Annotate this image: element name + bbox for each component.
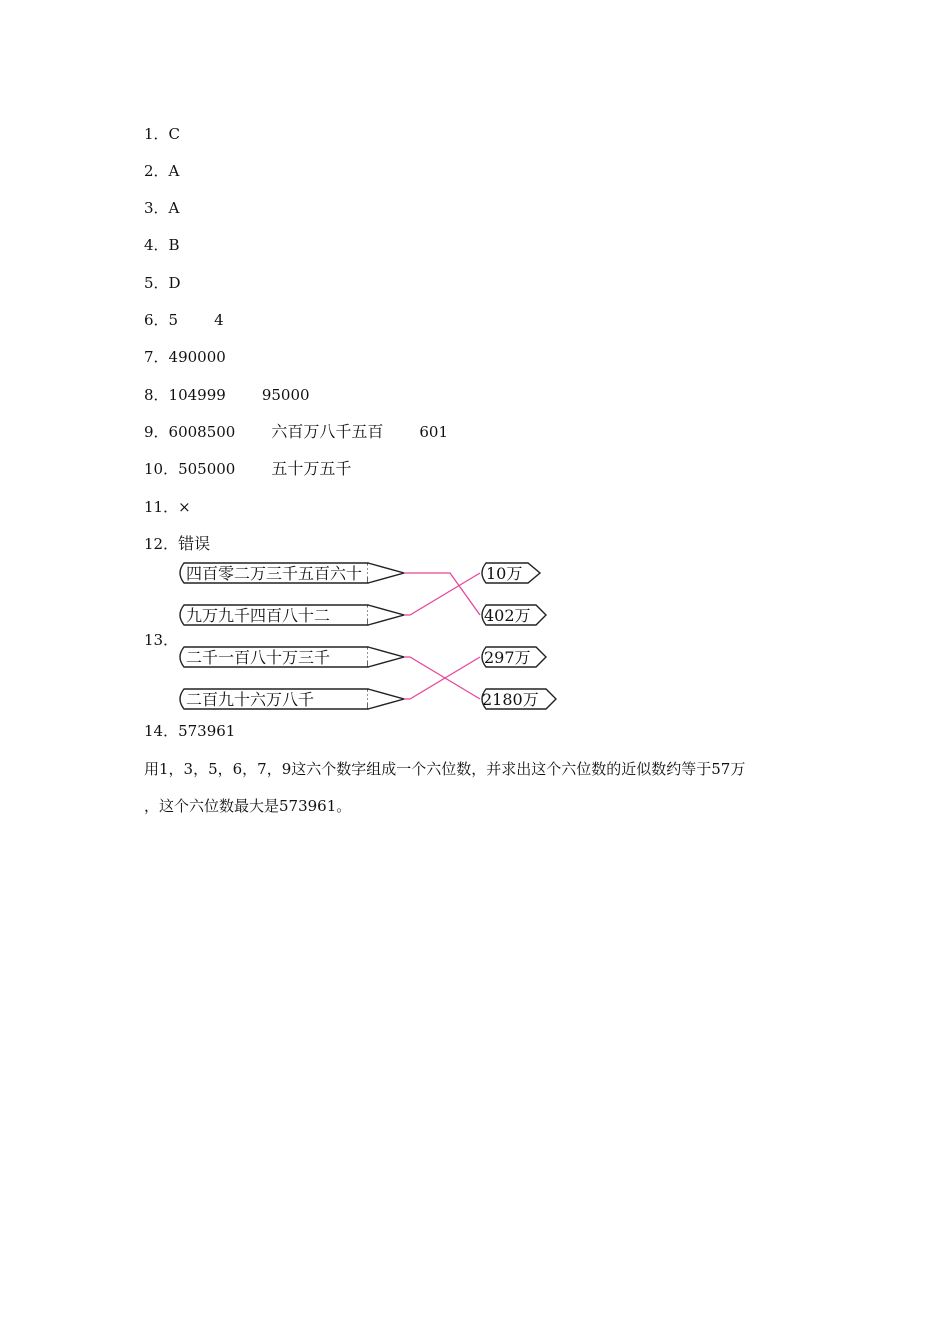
answer-7 bbox=[144, 347, 226, 367]
answer-6 bbox=[144, 310, 224, 330]
answer-value: 5 bbox=[168, 311, 179, 329]
answer-value: × bbox=[178, 498, 191, 516]
answer-4 bbox=[144, 235, 180, 255]
answer-value: C bbox=[168, 125, 181, 143]
right-item-4 bbox=[482, 689, 556, 709]
right-item-3-label: 297万 bbox=[484, 648, 531, 667]
left-item-2-label: 九万九千四百八十二 bbox=[186, 606, 331, 625]
right-item-4-label: 2180万 bbox=[482, 690, 539, 709]
answer-value: A bbox=[168, 199, 180, 217]
answer-number: 6． bbox=[144, 311, 169, 329]
answer-2 bbox=[144, 161, 179, 181]
answer-number: 11． bbox=[144, 498, 179, 516]
answer-number: 4． bbox=[144, 236, 169, 254]
answer-number: 14． bbox=[144, 722, 179, 740]
answer-number: 1． bbox=[144, 125, 169, 143]
answer-number: 8． bbox=[144, 386, 169, 404]
right-item-3 bbox=[482, 647, 546, 667]
answer-1 bbox=[144, 124, 180, 144]
answer-value: A bbox=[168, 162, 180, 180]
answer-value: 104999 bbox=[168, 386, 226, 404]
answer-value: 五十万五千 bbox=[271, 459, 352, 478]
answer-value: 六百万八千五百 bbox=[271, 422, 384, 441]
answer-value: B bbox=[168, 236, 180, 254]
answer-value: 601 bbox=[419, 423, 449, 441]
answer-9 bbox=[144, 422, 448, 442]
left-item-3-label: 二千一百八十万三千 bbox=[186, 648, 331, 667]
explanation-line-1: 用1，3，5，6，7，9这六个数字组成一个六位数，并求出这个六位数的近似数约等于57万 bbox=[144, 760, 746, 778]
answer-5 bbox=[144, 273, 181, 293]
answer-number: 7． bbox=[144, 348, 169, 366]
answer-value: 505000 bbox=[178, 460, 236, 478]
answer-number: 2． bbox=[144, 162, 169, 180]
answer-value: 573961 bbox=[178, 722, 236, 740]
right-item-2-label: 402万 bbox=[484, 606, 531, 625]
right-item-1-label: 10万 bbox=[486, 564, 523, 583]
answer-8 bbox=[144, 385, 310, 405]
matching-diagram bbox=[170, 556, 570, 720]
left-item-2 bbox=[180, 605, 404, 625]
answer-value: 95000 bbox=[261, 386, 310, 404]
answer-number: 10． bbox=[144, 460, 179, 478]
answer-value: 错误 bbox=[178, 534, 211, 553]
answer-value: 490000 bbox=[168, 348, 226, 366]
answer-value: D bbox=[168, 274, 181, 292]
right-item-1 bbox=[482, 563, 540, 583]
left-item-1 bbox=[180, 563, 404, 583]
answer-13-number: 13． bbox=[144, 631, 179, 649]
answer-value: 4 bbox=[214, 311, 224, 329]
answer-number: 12． bbox=[144, 535, 179, 553]
answer-3 bbox=[144, 198, 179, 218]
match-line-2 bbox=[404, 573, 480, 615]
answer-number: 3． bbox=[144, 199, 169, 217]
answer-11 bbox=[144, 497, 191, 517]
left-item-1-label: 四百零二万三千五百六十 bbox=[186, 564, 363, 583]
left-item-4-label: 二百九十六万八千 bbox=[186, 690, 315, 709]
answer-number: 5． bbox=[144, 274, 169, 292]
right-item-2 bbox=[482, 605, 546, 625]
answer-12 bbox=[144, 534, 210, 554]
left-item-4 bbox=[180, 689, 404, 709]
answer-value: 6008500 bbox=[168, 423, 236, 441]
answer-10 bbox=[144, 459, 351, 479]
answer-number: 9． bbox=[144, 423, 169, 441]
answer-14 bbox=[144, 721, 235, 741]
explanation-line-2: ，这个六位数最大是573961。 bbox=[144, 797, 352, 815]
left-item-3 bbox=[180, 647, 404, 667]
